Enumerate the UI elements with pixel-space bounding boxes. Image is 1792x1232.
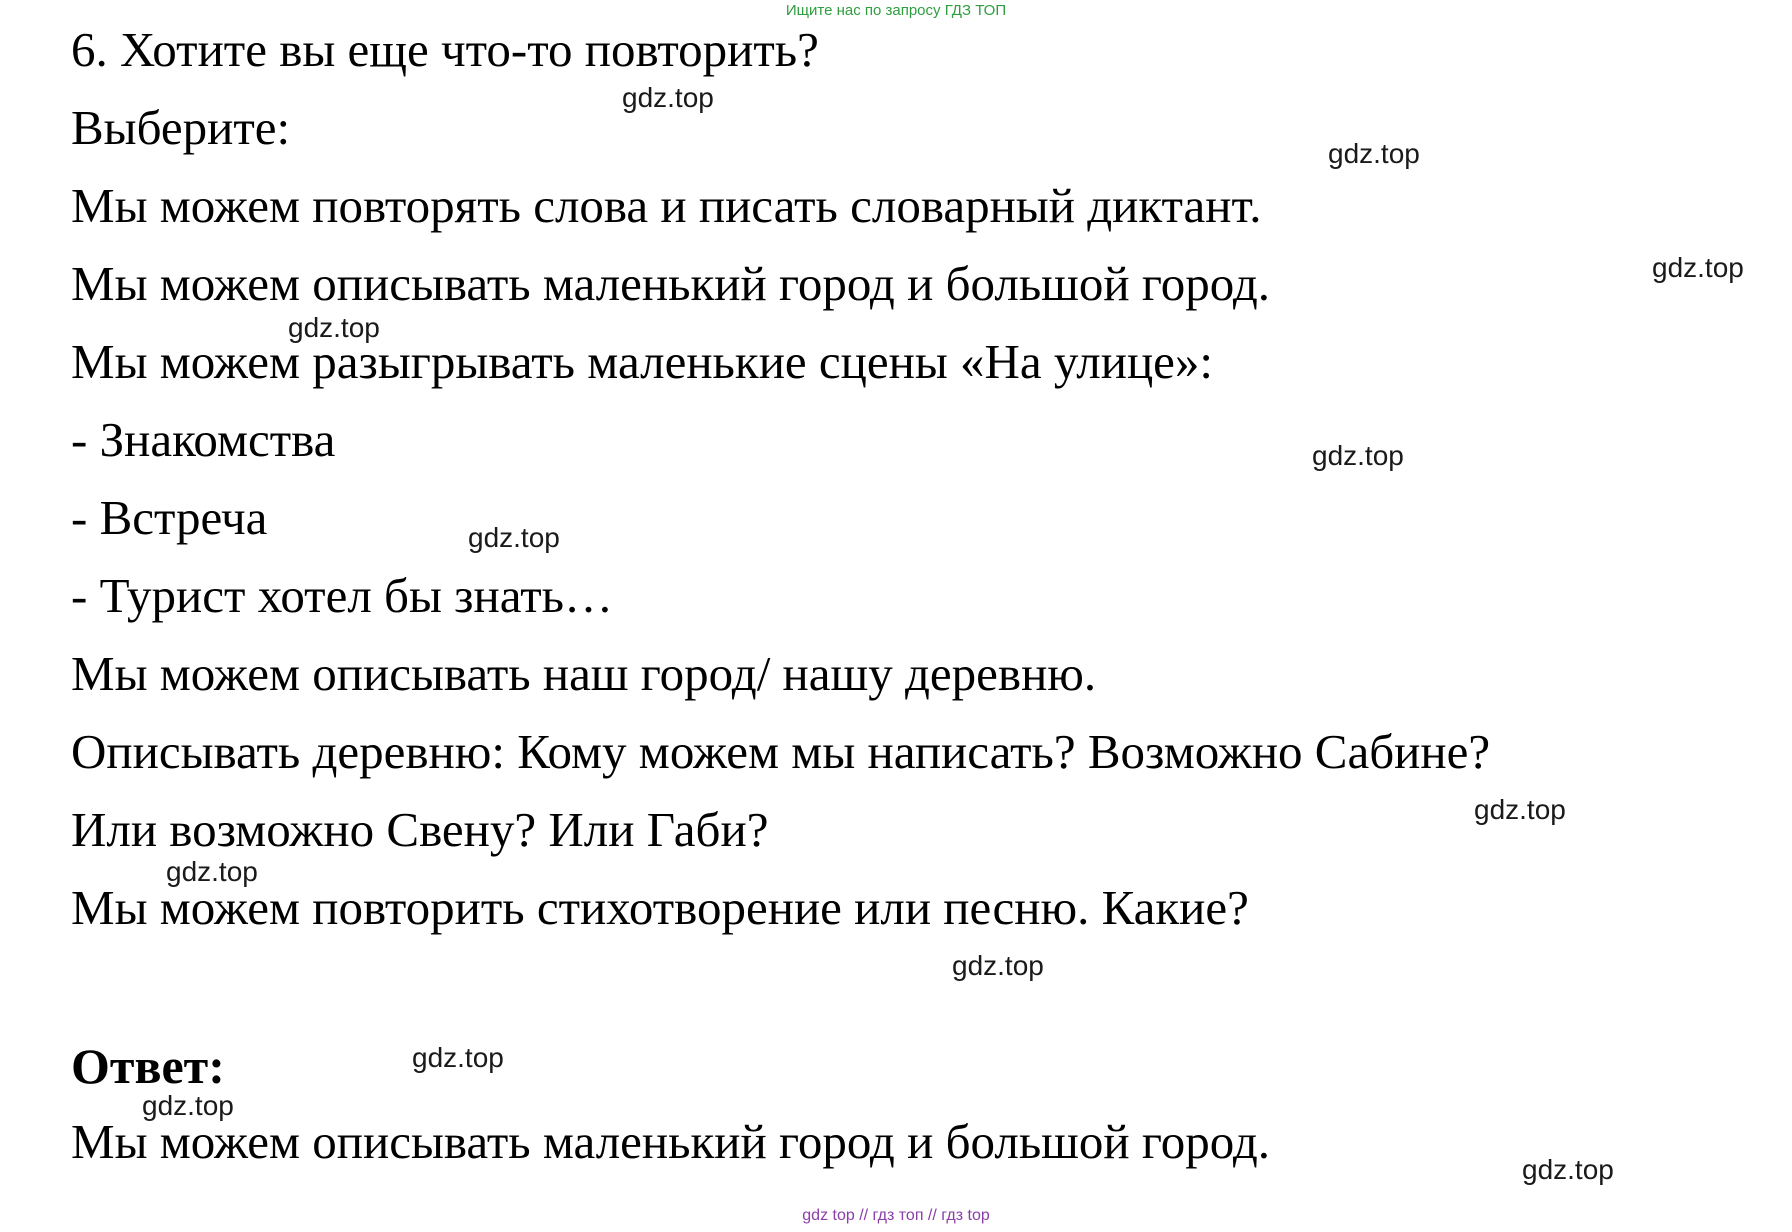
watermark-text: gdz.top <box>952 950 1044 981</box>
watermark-text: gdz.top <box>1474 794 1566 825</box>
watermark-text: gdz.top <box>288 312 380 343</box>
option-subitem: - Встреча <box>71 490 268 545</box>
watermark-text: gdz.top <box>468 522 560 553</box>
option-line: Описывать деревню: Кому можем мы написать? Возможно Сабине? <box>71 724 1491 779</box>
watermark-text: gdz.top <box>1312 440 1404 471</box>
option-line: Мы можем повторять слова и писать словарный диктант. <box>71 178 1262 233</box>
search-hint-banner: Ищите нас по запросу ГДЗ ТОП <box>785 2 1007 19</box>
watermark-text: gdz.top <box>1328 138 1420 169</box>
watermark-text: gdz.top <box>1652 252 1744 283</box>
choose-label: Выберите: <box>71 100 291 155</box>
answer-heading: Ответ: <box>71 1038 225 1094</box>
option-line: Мы можем разыгрывать маленькие сцены «На улице»: <box>71 334 1214 389</box>
option-line: Или возможно Свену? Или Габи? <box>71 802 769 857</box>
watermark-text: gdz.top <box>1522 1154 1614 1185</box>
option-subitem: - Знакомства <box>71 412 336 467</box>
watermark-text: gdz.top <box>142 1090 234 1121</box>
option-line: Мы можем описывать маленький город и большой город. <box>71 256 1271 311</box>
watermark-text: gdz.top <box>166 856 258 887</box>
footer-watermark: gdz top // гдз топ // гдз top <box>802 1207 990 1224</box>
option-subitem: - Турист хотел бы знать… <box>71 568 613 623</box>
watermark-text: gdz.top <box>622 82 714 113</box>
option-line: Мы можем повторить стихотворение или песню. Какие? <box>71 880 1249 935</box>
answer-text: Мы можем описывать маленький город и большой город. <box>71 1114 1271 1169</box>
watermark-text: gdz.top <box>412 1042 504 1073</box>
question-title: 6. Хотите вы еще что-то повторить? <box>71 22 819 77</box>
option-line: Мы можем описывать наш город/ нашу деревню. <box>71 646 1097 701</box>
